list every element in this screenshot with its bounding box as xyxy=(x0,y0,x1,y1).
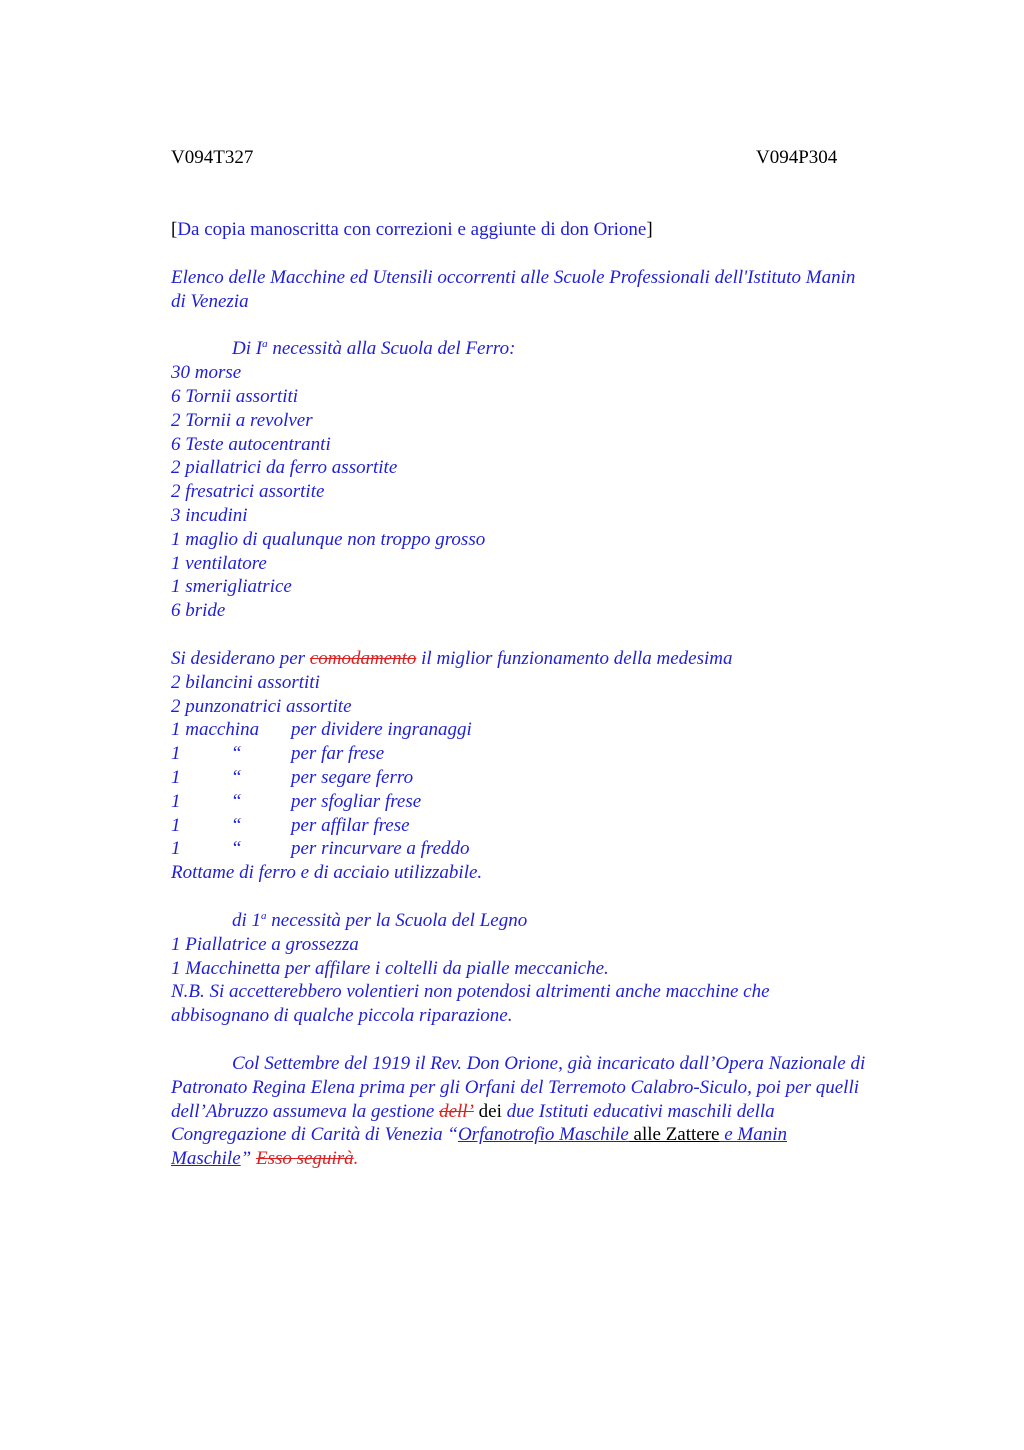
machine-use: per segare ferro xyxy=(291,766,414,788)
narrative-line-5 xyxy=(171,1147,931,1171)
machine-qty: 1 xyxy=(171,743,181,765)
narrative-line-3-pre: dell’Abruzzo assumeva la gestione xyxy=(171,1100,440,1122)
list-item: 30 morse xyxy=(171,362,242,384)
list-item: 6 Tornii assortiti xyxy=(171,385,299,407)
machine-row xyxy=(171,742,931,766)
inserted-correction: alle Zattere xyxy=(628,1124,720,1146)
ferro-section xyxy=(171,337,931,623)
source-note-open-bracket: [ xyxy=(171,219,178,240)
machine-qty: 1 xyxy=(171,838,181,860)
machine-qty: 1 xyxy=(171,814,181,836)
legno-heading-post: necessità per la Scuola del Legno xyxy=(266,909,528,931)
desiderati-closing: Rottame di ferro e di acciaio utilizzabile. xyxy=(171,862,483,884)
list-item: 2 Tornii a revolver xyxy=(171,409,313,431)
closing-quote: ” xyxy=(240,1148,256,1170)
narrative-paragraph xyxy=(171,1052,931,1171)
list-item: 3 incudini xyxy=(171,504,248,526)
document-code-right: V094P304 xyxy=(756,147,838,168)
narrative-line-1: Col Settembre del 1919 il Rev. Don Orione, già incaricato dall’Opera Nazionale di xyxy=(232,1052,866,1074)
ditto-mark: “ xyxy=(231,838,242,860)
list-item: 2 piallatrici da ferro assortite xyxy=(171,457,398,479)
ditto-mark: “ xyxy=(231,814,242,836)
narrative-line-2: Patronato Regina Elena prima per gli Orfani del Terremoto Calabro-Siculo, poi per quelli xyxy=(171,1076,860,1098)
machine-row xyxy=(171,814,931,838)
underlined-text: e Manin xyxy=(719,1124,788,1146)
narrative-line-3 xyxy=(171,1100,931,1124)
machine-qty: 1 macchina xyxy=(171,719,260,741)
list-item: 2 fresatrici assortite xyxy=(171,481,325,503)
list-item: 2 punzonatrici assortite xyxy=(171,695,352,717)
list-item: 2 bilancini assortiti xyxy=(171,671,320,693)
source-note-text: Da copia manoscritta con correzioni e aggiunte di don Orione xyxy=(177,219,647,240)
machine-qty: 1 xyxy=(171,790,181,812)
struck-correction: dell’ xyxy=(439,1100,474,1122)
machine-row xyxy=(171,718,931,742)
desiderati-intro xyxy=(171,647,931,671)
machine-row xyxy=(171,837,931,861)
source-note xyxy=(171,218,931,242)
document-code-left: V094T327 xyxy=(171,147,254,168)
page-header xyxy=(171,146,931,170)
inserted-correction: dei xyxy=(473,1100,507,1122)
legno-heading-pre: di 1 xyxy=(232,909,262,931)
desiderati-section xyxy=(171,647,931,885)
ferro-heading-post: necessità alla Scuola del Ferro: xyxy=(267,338,516,360)
legno-heading xyxy=(171,909,931,933)
machine-use: per far frese xyxy=(291,743,385,765)
title-line-1: Elenco delle Macchine ed Utensili occorrenti alle Scuole Professionali dell'Istituto Manin xyxy=(171,266,856,288)
list-item: 6 bride xyxy=(171,600,226,622)
list-item: 1 Piallatrice a grossezza xyxy=(171,933,359,955)
final-period: . xyxy=(353,1148,359,1170)
title-line-2: di Venezia xyxy=(171,290,249,312)
machine-use: per sfogliar frese xyxy=(291,790,422,812)
ditto-mark: “ xyxy=(231,743,242,765)
machine-qty: 1 xyxy=(171,766,181,788)
struck-correction: Esso seguirà xyxy=(255,1148,354,1170)
source-note-close-bracket: ] xyxy=(646,219,653,240)
machine-row xyxy=(171,790,931,814)
list-item: 6 Teste autocentranti xyxy=(171,433,331,455)
machine-use: per dividere ingranaggi xyxy=(291,719,472,741)
list-item: 1 maglio di qualunque non troppo grosso xyxy=(171,528,486,550)
narrative-line-3-post: due Istituti educativi maschili della xyxy=(506,1100,775,1122)
ditto-mark: “ xyxy=(231,766,242,788)
nb-line-2: abbisognano di qualche piccola riparazione. xyxy=(171,1005,513,1027)
desiderati-intro-pre: Si desiderano per xyxy=(171,647,310,669)
document-title xyxy=(171,266,931,314)
machine-row xyxy=(171,766,931,790)
legno-section xyxy=(171,909,931,1028)
underlined-text: Maschile xyxy=(171,1148,241,1170)
nb-line-1: N.B. Si accetterebbero volentieri non potendosi altrimenti anche macchine che xyxy=(171,981,770,1003)
document-page xyxy=(171,146,931,1171)
narrative-line-4-pre: Congregazione di Carità di Venezia “ xyxy=(171,1124,458,1146)
desiderati-intro-post: il miglior funzionamento della medesima xyxy=(416,647,733,669)
machine-use: per affilar frese xyxy=(291,814,410,836)
list-item: 1 smerigliatrice xyxy=(171,576,292,598)
list-item: 1 Macchinetta per affilare i coltelli da pialle meccaniche. xyxy=(171,957,609,979)
struck-correction: comodamento xyxy=(309,647,417,669)
ferro-heading xyxy=(171,337,931,361)
ditto-mark: “ xyxy=(231,790,242,812)
narrative-line-4 xyxy=(171,1123,931,1147)
underlined-text: Orfanotrofio Maschile xyxy=(457,1124,629,1146)
machine-use: per rincurvare a freddo xyxy=(291,838,470,860)
ferro-heading-sup: a xyxy=(262,338,268,351)
ferro-heading-pre: Di I xyxy=(232,338,263,360)
legno-heading-sup: a xyxy=(261,909,267,922)
list-item: 1 ventilatore xyxy=(171,552,267,574)
